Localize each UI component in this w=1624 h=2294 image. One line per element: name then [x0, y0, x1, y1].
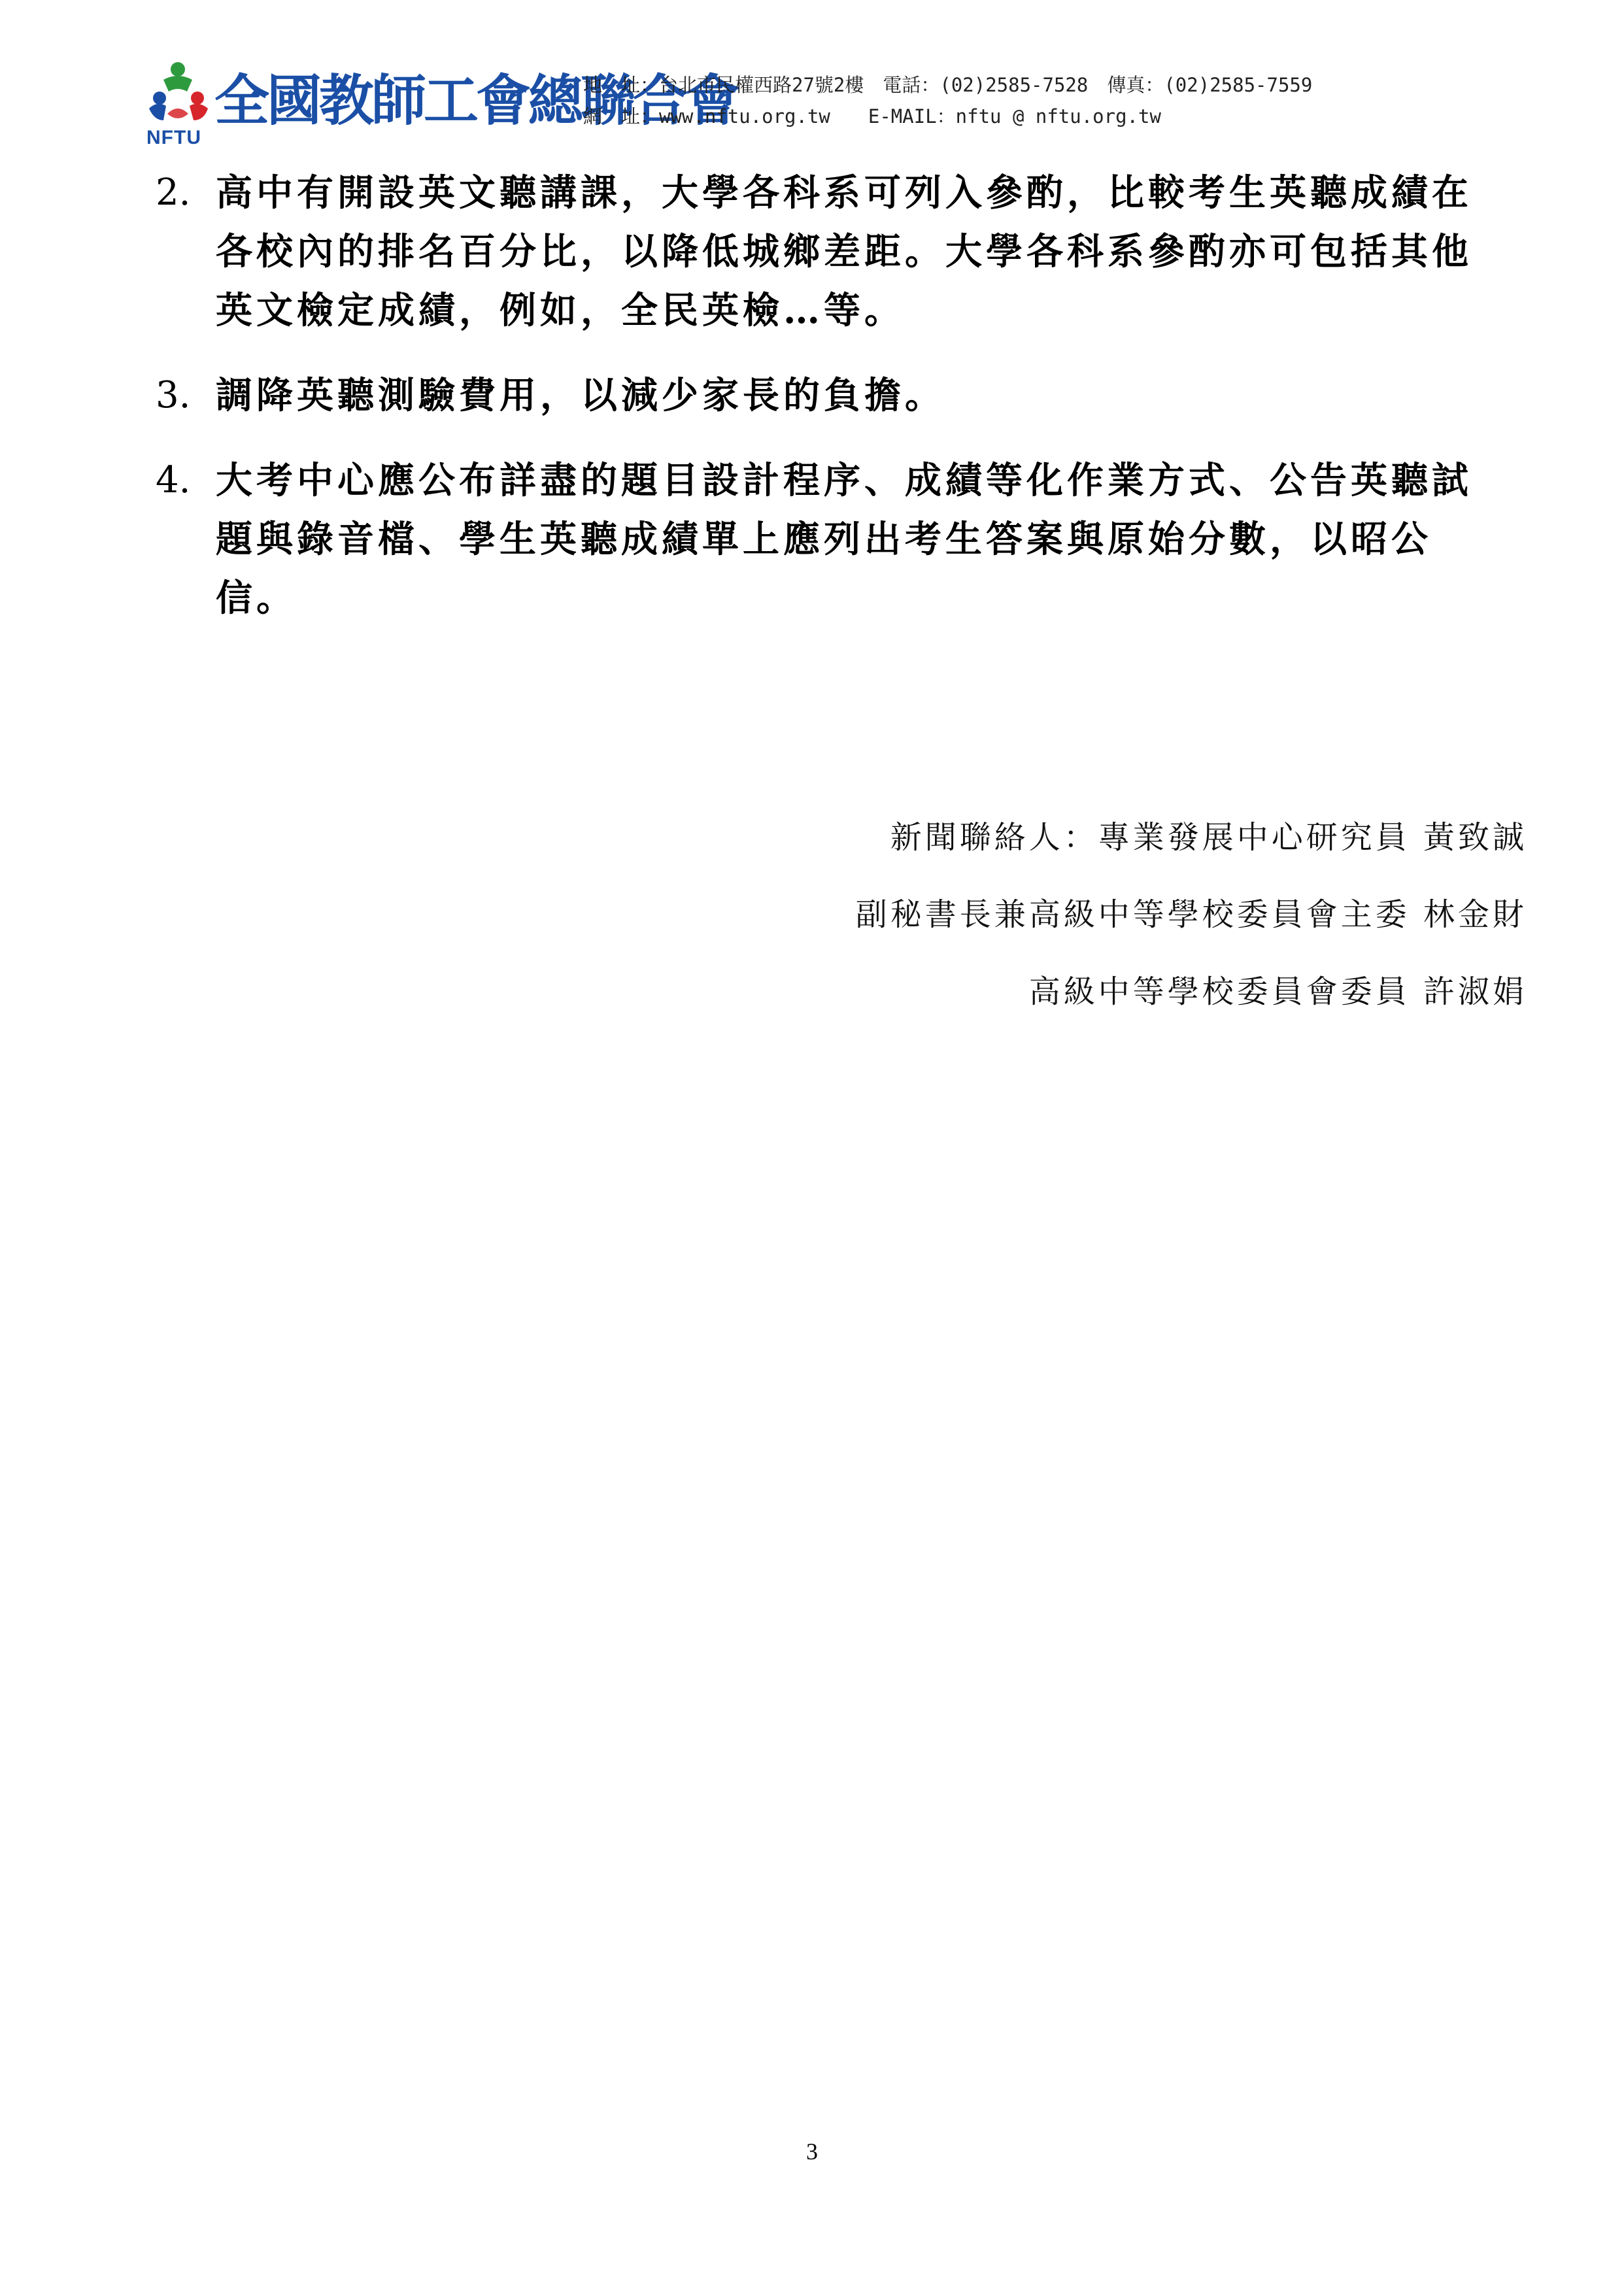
list-item: [156, 366, 1496, 425]
list-item: [156, 451, 1496, 628]
letterhead: [144, 58, 1517, 149]
press-contact-line: 高級中等學校委員會委員 許淑娟: [1028, 973, 1527, 1010]
item-number: 4.: [156, 459, 191, 501]
item-number: 2.: [156, 171, 191, 214]
address-line: 地 址：台北市民權西路27號2樓 電話：(02)2585-7528 傳真：(02)2585-7559: [583, 74, 1313, 96]
recommendation-list: [156, 163, 1496, 654]
nftu-logo: [144, 58, 738, 149]
item-number: 3.: [156, 374, 191, 416]
press-contacts: [856, 799, 1527, 1030]
page-number: 3: [806, 2138, 818, 2165]
logo-abbreviation: NFTU: [146, 127, 201, 148]
item-text: 調降英聽測驗費用，以減少家長的負擔。: [216, 374, 945, 417]
item-text: 高中有開設英文聽講課，大學各科系可列入參酌，比較考生英聽成績在各校內的排名百分比，以降低城鄉差距。大學各科系參酌亦可包括其他英文檢定成績，例如，全民英檢…等。: [216, 171, 1472, 332]
web-line: 網 址：www.nftu.org.tw E-MAIL：nftu @ nftu.org.tw: [583, 105, 1161, 127]
press-contact-line: 副秘書長兼高級中等學校委員會主委 林金財: [855, 896, 1527, 933]
people-circle-logo-icon: [144, 58, 216, 129]
press-contact-line: 新聞聯絡人：專業發展中心研究員 黃致誠: [890, 819, 1527, 856]
list-item: [156, 163, 1496, 340]
letterhead-contact: [583, 69, 1312, 132]
item-text: 大考中心應公布詳盡的題目設計程序、成績等化作業方式、公告英聽試題與錄音檔、學生英聽成績單上應列出考生答案與原始分數，以昭公信。: [216, 459, 1472, 620]
logo-wordmark: 全國教師工會總聯合會: [214, 68, 738, 133]
